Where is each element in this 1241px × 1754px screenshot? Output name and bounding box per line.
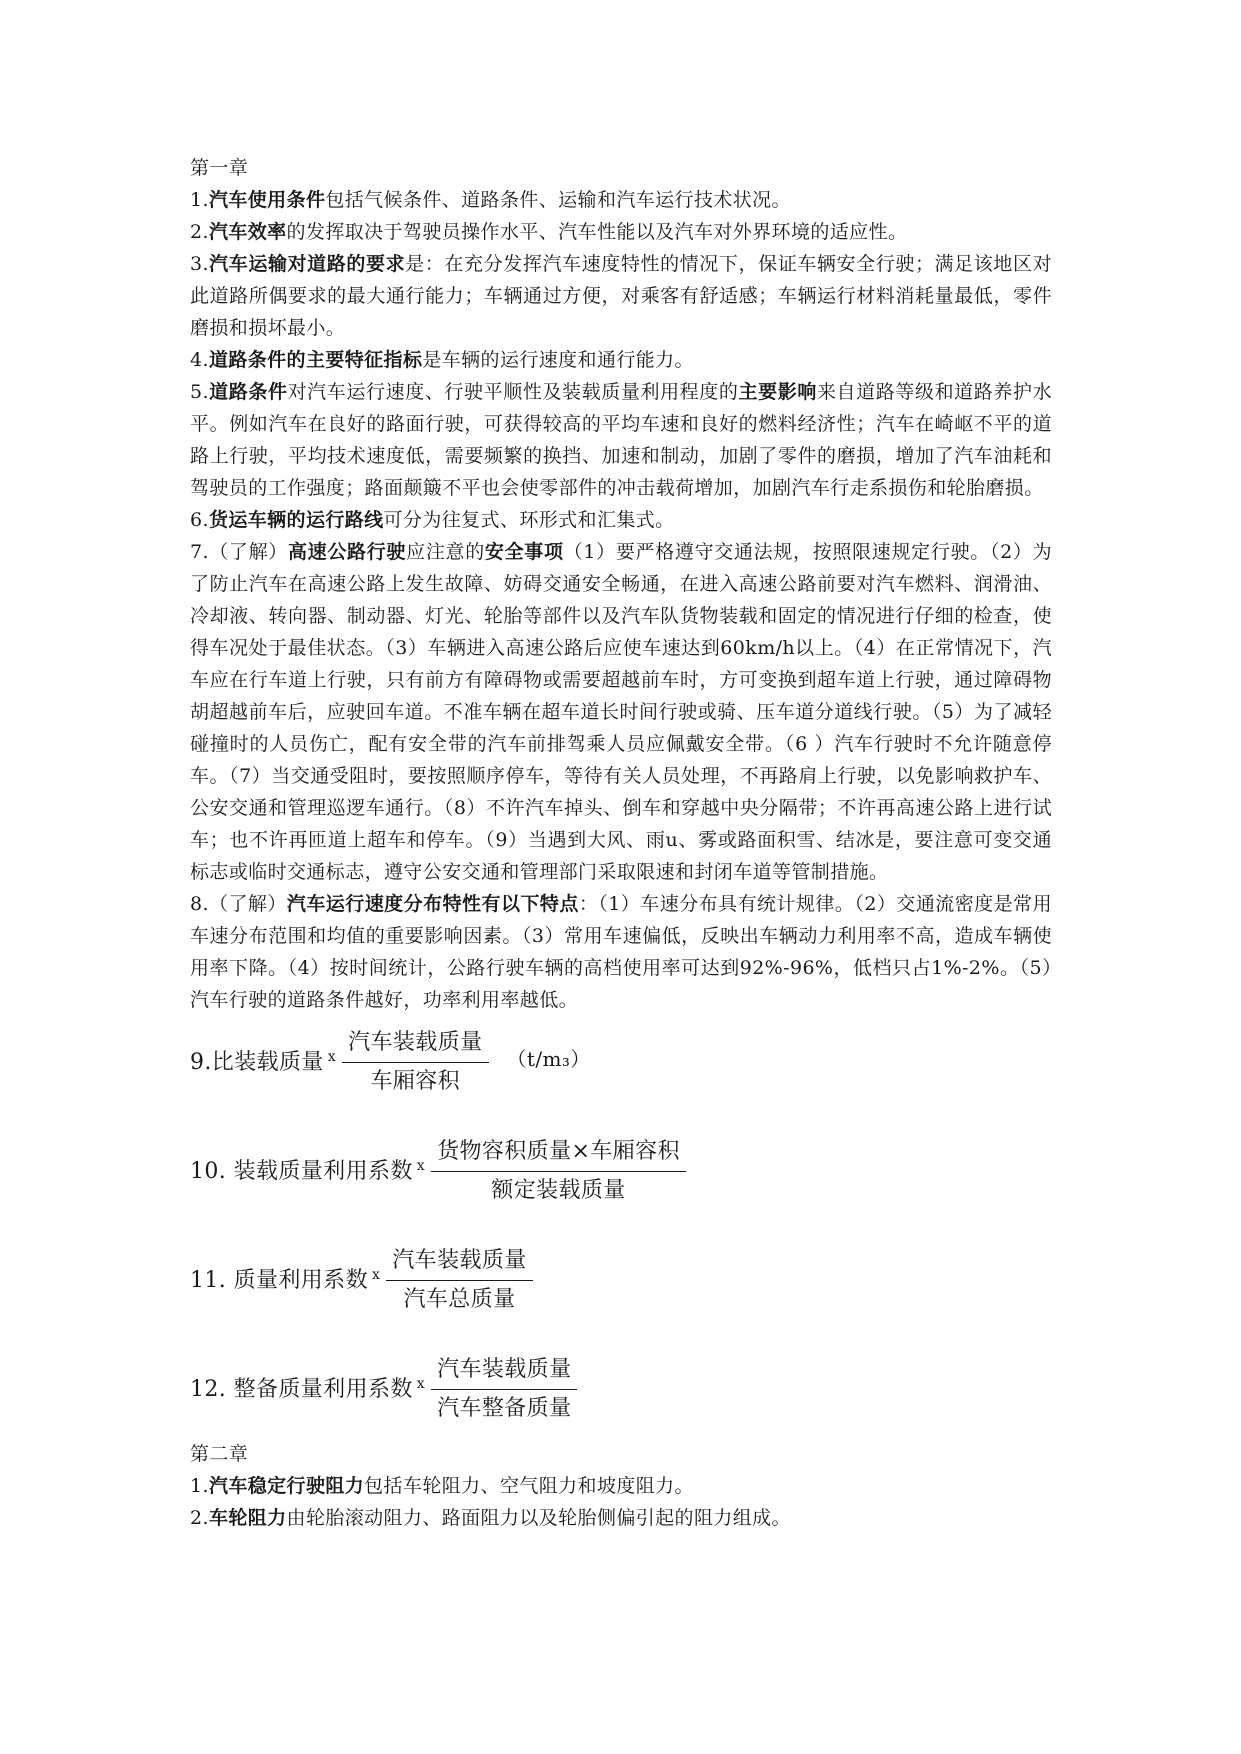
- fraction-numerator: 汽车装载质量: [342, 1026, 488, 1063]
- item-text: 是：在充分发挥汽车速度特性的情况下，保证车辆安全行驶；满足该地区对此道路所偶要求的最大通行能力；车辆通过方便，对乘客有舒适感；车辆运行材料消耗量最低，零件磨损和损坏最小。: [190, 253, 1052, 339]
- item-text: 的发挥取决于驾驶员操作水平、汽车性能以及汽车对外界环境的适应性。: [286, 221, 908, 243]
- item-term: 车轮阻力: [208, 1507, 287, 1529]
- formula: [190, 1353, 1052, 1426]
- item-number: 2.: [190, 221, 209, 243]
- formula-equals-mark: ⅹ: [416, 1157, 426, 1174]
- fraction-denominator: 汽车总质量: [403, 1287, 516, 1312]
- item-number: 4.: [190, 349, 209, 371]
- item-term: 道路条件: [208, 381, 288, 403]
- list-item: [190, 1470, 1052, 1502]
- item-text: 是车辆的运行速度和通行能力。: [422, 349, 694, 371]
- formula-label: 11. 质量利用系数: [190, 1267, 368, 1293]
- item-term: 汽车稳定行驶阻力: [208, 1475, 365, 1497]
- item-term: 货运车辆的运行路线: [208, 509, 384, 531]
- formula-equals-mark: ⅹ: [371, 1266, 381, 1283]
- item-number: 2.: [190, 1507, 209, 1529]
- list-item: [190, 184, 1052, 216]
- item-term: 安全事项: [484, 541, 564, 563]
- formula-equals-mark: ⅹ: [416, 1375, 426, 1392]
- item-term: 高速公路行驶: [287, 541, 407, 563]
- formula: [190, 1026, 1052, 1099]
- fraction: [431, 1353, 577, 1426]
- item-term: 汽车运输对道路的要求: [208, 253, 406, 275]
- chapter-heading: 第二章: [190, 1443, 249, 1465]
- fraction-numerator: 汽车装载质量: [386, 1244, 532, 1281]
- list-item: [190, 536, 1052, 888]
- formula: [190, 1135, 1052, 1208]
- formula-unit: （t/m₃）: [506, 1046, 591, 1071]
- formula: [190, 1244, 1052, 1317]
- chapter-heading: 第一章: [190, 157, 249, 179]
- formula-label: 10. 装载质量利用系数: [190, 1158, 413, 1184]
- document-body: [190, 152, 1052, 1534]
- item-number: 1.: [190, 1475, 209, 1497]
- formula-label: 9.比装载质量: [190, 1049, 324, 1075]
- item-number: 8.（了解）: [190, 893, 287, 915]
- list-item: [190, 888, 1052, 1016]
- item-number: 6.: [190, 509, 209, 531]
- fraction-denominator: 汽车整备质量: [437, 1396, 572, 1421]
- fraction-numerator: 货物容积质量×车厢容积: [431, 1135, 686, 1172]
- list-item: [190, 504, 1052, 536]
- list-item: [190, 216, 1052, 248]
- fraction: [431, 1135, 686, 1208]
- item-text: 包括气候条件、道路条件、运输和汽车运行技术状况。: [325, 189, 791, 211]
- list-item: [190, 376, 1052, 504]
- item-number: 5.: [190, 381, 209, 403]
- item-text: 可分为往复式、环形式和汇集式。: [383, 509, 675, 531]
- item-text: 包括车轮阻力、空气阻力和坡度阻力。: [364, 1475, 694, 1497]
- item-text: 对汽车运行速度、行驶平顺性及装载质量利用程度的: [287, 381, 739, 403]
- formula-label: 12. 整备质量利用系数: [190, 1376, 413, 1402]
- item-term: 道路条件的主要特征指标: [208, 349, 423, 371]
- item-term: 汽车效率: [208, 221, 287, 243]
- item-text: ：（1）车速分布具有统计规律。（2）交通流密度是常用车速分布范围和均值的重要影响因素。（3）常用车速偏低，反映出车辆动力利用率不高，造成车辆使用率下降。（4）按时间统计，公路行驶车辆的高档使用率可达到92%-96%，低档只占1%-2%。（5）汽车行驶的道路条件越好，功率利用率越低。: [190, 893, 1053, 1011]
- fraction-numerator: 汽车装载质量: [431, 1353, 577, 1390]
- item-text: 由轮胎滚动阻力、路面阻力以及轮胎侧偏引起的阻力组成。: [286, 1507, 791, 1529]
- item-term: 汽车运行速度分布特性有以下特点: [286, 893, 579, 915]
- item-text: 来自道路等级和道路养护水平。例如汽车在良好的路面行驶，可获得较高的平均车速和良好的燃料经济性；汽车在崎岖不平的道路上行驶，平均技术速度低，需要频繁的换挡、加速和制动，加剧了零件的磨损，增加了汽车油耗和驾驶员的工作强度；路面颠簸不平也会使零部件的冲击载荷增加，加剧汽车行走系损伤和轮胎磨损。: [190, 381, 1052, 499]
- item-number: 3.: [190, 253, 209, 275]
- fraction-denominator: 额定装载质量: [491, 1178, 626, 1203]
- fraction-denominator: 车厢容积: [370, 1069, 461, 1094]
- fraction: [386, 1244, 532, 1317]
- formula-equals-mark: ⅹ: [327, 1048, 337, 1065]
- list-item: [190, 1502, 1052, 1534]
- item-text: 应注意的: [406, 541, 485, 563]
- item-number: 7.（了解）: [190, 541, 288, 563]
- item-term: 汽车使用条件: [208, 189, 326, 211]
- item-term: 主要影响: [738, 381, 817, 403]
- fraction: [342, 1026, 488, 1099]
- item-text: （1）要严格遵守交通法规，按照限速规定行驶。（2）为了防止汽车在高速公路上发生故障、妨碍交通安全畅通，在进入高速公路前要对汽车燃料、润滑油、冷却液、转向器、制动器、灯光、轮胎等部件以及汽车队货物装载和固定的情况进行仔细的检查，使得车况处于最佳状态。（3）车辆进入高速公路后应使车速达到60km/h以上。（4）在正常情况下，汽车应在行车道上行驶，只有前方有障碍物或需要超越前车时，方可变换到超车道上行驶，通过障碍物胡超越前车后，应驶回车道。不准车辆在超车道长时间行驶或骑、压车道分道线行驶。（5）为了减轻碰撞时的人员伤亡，配有安全带的汽车前排驾乘人员应佩戴安全带。（6 ）汽车行驶时不允许随意停车。（7）当交通受阻时，要按照顺序停车，等待有关人员处理，不再路肩上行驶，以免影响救护车、公安交通和管理巡逻车通行。（8）不许汽车掉头、倒车和穿越中央分隔带；不许再高速公路上进行试车；也不许再匝道上超车和停车。（9）当遇到大风、雨u、雾或路面积雪、结冰是，要注意可变交通标志或临时交通标志，遵守公安交通和管理部门采取限速和封闭车道等管制措施。: [190, 541, 1053, 883]
- list-item: [190, 248, 1052, 344]
- item-number: 1.: [190, 189, 209, 211]
- list-item: [190, 344, 1052, 376]
